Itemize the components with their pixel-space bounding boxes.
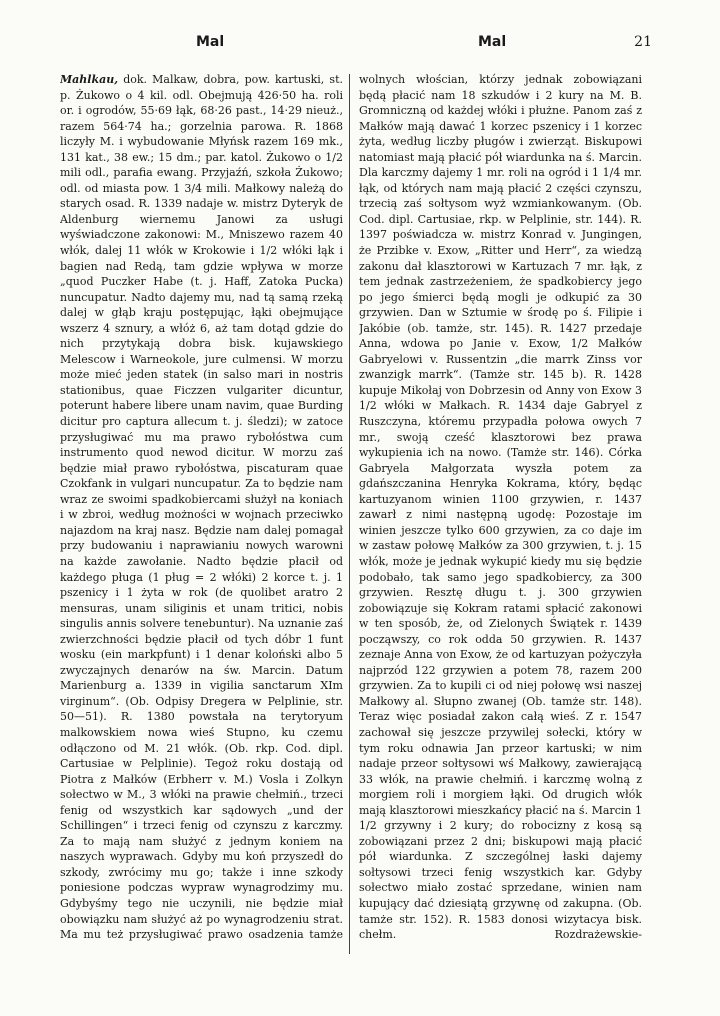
column-divider xyxy=(349,74,350,954)
page-number: 21 xyxy=(634,34,652,50)
running-header xyxy=(60,34,654,56)
entry-paragraph xyxy=(60,72,343,958)
left-column-text: dok. Malkaw, dobra, pow. kartuski, st. p. Żukowo o 4 kil. odl. Obejmują 426·50 ha. roli or. i ogrodów, 55·69 łąk, 68·26 past., 14·29 nieuż., razem 564·74 ha.; gorzelnia parowa. R. 1868 liczyły M. i wybudowanie Młyńsk razem 169 mk., 131 kat., 38 ew.; 15 dm.; par. katol. Żukowo o 1/2 mili odl., parafia ewang. Przyjaźń, szkoła Żukowo; odl. od miasta pow. 1 3/4 mili. Małkowy należą do starych osad. R. 1339 nadaje w. mistrz Dyteryk de Aldenburg wiernemu Janowi za usługi wyświadczone zakonowi: M., Mniszewo razem 40 włók, dalej 11 włók w Krokowie i 1/2 włóki łąk i bagien nad Redą, tam gdzie wpływa w morze „quod Puczker Habe (t. j. Haff, Zatoka Pucka) nuncupatur. Nadto dajemy mu, nad tą samą rzeką dalej w głąb kraju postępując, łąki obejmujące wszerz 4 sznury, a włóż 6, aż tam dotąd gdzie do nich przytykają dobra bisk. kujawskiego Melescow i Warneokole, jure culmensi. W morzu może mieć jeden statek (in salso mari in nostris stationibus, quae Ficzzen vulgariter dicuntur, poterunt habere libere unam navim, quae Burding dicitur pro captura allecum t. j. śledzi); w zatoce przysługiwać mu ma prawo rybołóstwa cum instrumento quod newod dicitur. W morzu zaś będzie miał prawo rybołóstwa, piscaturam quae Czokfank in vulgari nuncupatur. Za to będzie nam wraz ze swoimi spadkobiercami służył na koniach i w zbroi, według możności w wojnach przeciwko najazdom na kraj nasz. Będzie nam dalej pomagał przy budowaniu i naprawianiu nowych warowni na każde zawołanie. Nadto będzie płacił od każdego pługa (1 pług = 2 włóki) 2 korce t. j. 1 pszenicy i 1 żyta w rok (de quolibet aratro 2 mensuras, unam siliginis et unam tritici, nobis singulis annis solvere tenebuntur). Na uznanie zaś zwierzchności będzie płacił od tych dóbr 1 funt wosku (ein markpfunt) i 1 denar koloński albo 5 zwyczajnych denarów na św. Marcin. Datum Marienburg a. 1339 in vigilia sanctarum XIm virginum“. (Ob. Odpisy Dregera w Pelplinie, str. 50—51). R. 1380 powstała na terytoryum malkowskiem nowa wieś Stupno, ku czemu odłączono od M. 21 włók. (Ob. rkp. Cod. dipl. Cartusiae w Pelplinie). Tegoż roku dostają od Piotra z Małków (Erbherr v. M.) Vosla i Zolkyn sołectwo w M., 3 włóki na prawie chełmiń., trzeci fenig od wszystkich kar sądowych „und der Schillingen“ i trzeci fenig od czynszu z karczmy. Za to mają nam służyć z jednym koniem na naszych wyprawach. Gdyby mu koń przyszedł do szkody, zwrócimy mu go; także i inne szkody poniesione podczas wypraw wynagrodzimy mu. Gdybyśmy tego nie uczynili, nie będzie miał obowiązku nam służyć aż po wynagrodzeniu strat. Ma mu też przysługiwać prawo osadzenia tamże xyxy=(60,73,343,942)
left-column xyxy=(60,72,343,972)
header-left-catchword: Mal xyxy=(196,34,225,50)
right-column xyxy=(359,72,642,972)
header-right-catchword: Mal xyxy=(478,34,507,50)
entry-continuation xyxy=(359,72,642,958)
right-column-text: wolnych włościan, którzy jednak zobowiązani będą płacić nam 18 szkudów i 2 kury na M. B. Gromniczną od każdej włóki i płużne. Panom zaś z Małków mają dawać 1 korzec pszenicy i 1 korzec żyta, według liczby pługów i zwierząt. Biskupowi natomiast mają płacić pół wiardunka na ś. Marcin. Dla karczmy dajemy 1 mr. roli na ogród i 1 1/4 mr. łąk, od których nam mają płacić 2 części czynszu, trzecią zaś sołtysom wyż wzmiankowanym. (Ob. Cod. dipl. Cartusiae, rkp. w Pelplinie, str. 144). R. 1397 poświadcza w. mistrz Konrad v. Jungingen, że Przibke v. Exow, „Ritter und Herr“, za wiedzą zakonu dał klasztorowi w Kartuzach 7 mr. łąk, z tem jednak zastrzeżeniem, że spadkobiercy jego po jego śmierci będą mogli je odkupić za 30 grzywien. Dan w Sztumie w środę po ś. Filipie i Jakóbie (ob. tamże, str. 145). R. 1427 przedaje Anna, wdowa po Janie v. Exow, 1/2 Małków Gabryelowi v. Russentzin „die marrk Zinss vor zwanzigk marrk“. (Tamże str. 145 b). R. 1428 kupuje Mikołaj von Dobrzesin od Anny von Exow 3 1/2 włóki w Małkach. R. 1434 daje Gabryel z Ruszczyna, któremu przypadła połowa owych 7 mr., swoją cześć klasztorowi bez prawa wykupienia ich na nowo. (Tamże str. 146). Córka Gabryela Małgorzata wyszła potem za gdańszczanina Henryka Kokrama, który, będąc kartuzyanom winien 1100 grzywien, r. 1437 zawarł z nimi następną ugodę: Pozostaje im winien jeszcze tylko 600 grzywien, za co daje im w zastaw połowę Małków za 300 grzywien, t. j. 15 włók, może je jednak wykupić kiedy mu się będzie podobało, tak samo jego spadkobiercy, za 300 grzywien. Resztę długu t. j. 300 grzywien zobowiązuje się Kokram ratami spłacić zakonowi w ten sposób, że, od Zielonych Świątek r. 1439 począwszy, co rok odda 50 grzywien. R. 1437 zeznaje Anna von Exow, że od kartuzyan pożyczyła najprzód 122 grzywien a potem 78, razem 200 grzywien. Za to kupili ci od niej połowę wsi naszej Małkowy al. Słupno zwanej (Ob. tamże str. 148). Teraz więc posiadał zakon całą wieś. Z r. 1547 zachował się jeszcze przywilej sołecki, który w tym roku odnawia Jan przeor kartuski; w nim nadaje przeor sołtysowi wś Małkowy, zawierającą 33 włók, na prawie chełmiń. i karczmę wolną z morgiem roli i morgiem łąki. Od drugich włók mają klasztorowi mieszkańcy płacić na ś. Marcin 1 1/2 grzywny i 2 kury; do robocizny z kosą są zobowiązani przez 2 dni; biskupowi mają płacić pół wiardunka. Z szczególnej łaski dajemy sołtysowi trzeci fenig wszystkich kar. Gdyby sołectwo miało zostać sprzedane, winien nam kupujący dać dziesiątą grzywnę od zakupna. (Ob. tamże str. 152). R. 1583 donosi wizytacya bisk. chełm. Rozdrażewskie- xyxy=(359,73,642,942)
entry-headword: Mahlkau, xyxy=(60,73,119,86)
